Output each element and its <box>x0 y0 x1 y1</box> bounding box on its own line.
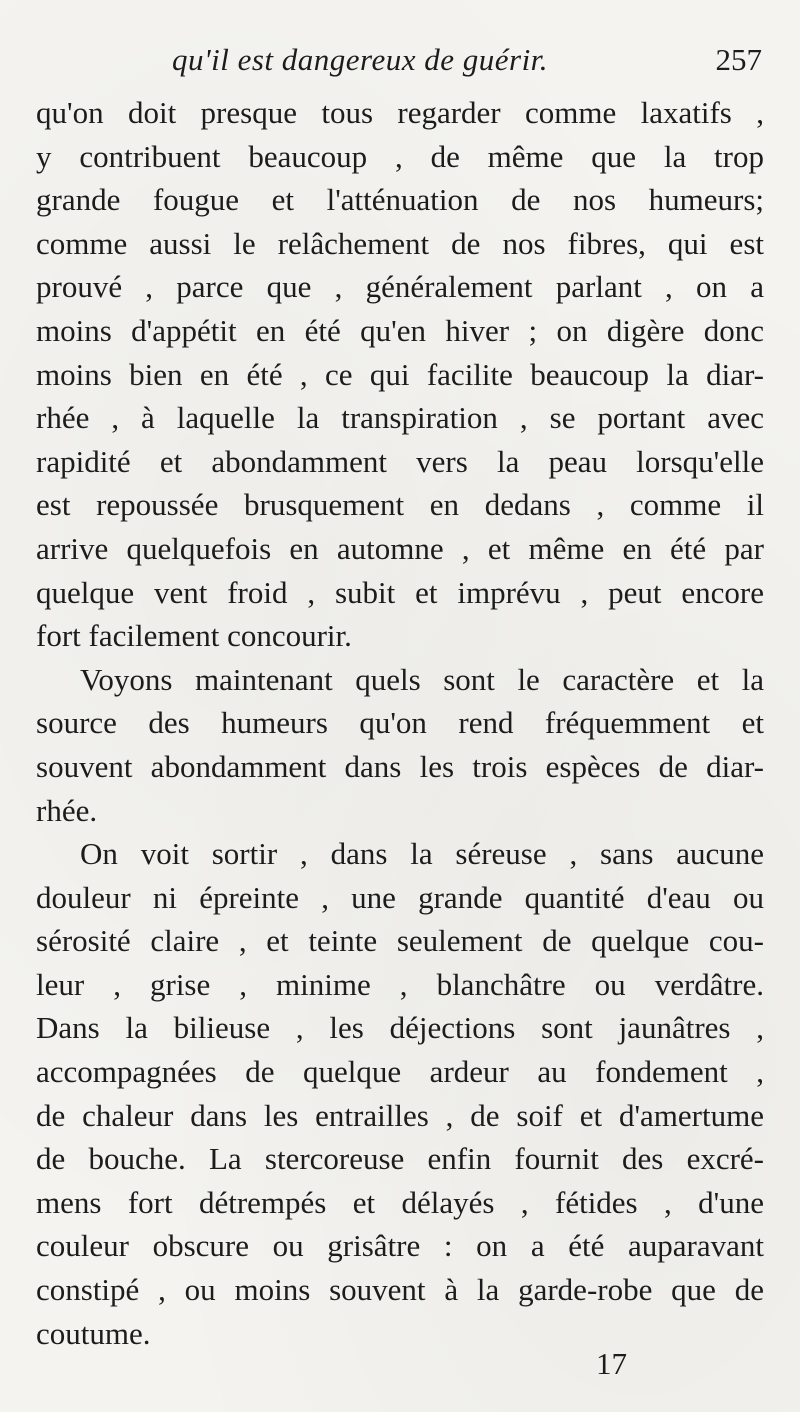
paragraph-start-line: Voyons maintenant quels sont le caractère et la <box>80 661 764 697</box>
text-line: couleur obscure ou grisâtre : on a été auparavant <box>36 1228 764 1264</box>
text-line: souvent abondamment dans les trois espèces de diar- <box>36 748 764 784</box>
text-line: est repoussée brusquement en dedans , comme il <box>36 487 764 523</box>
text-line: de chaleur dans les entrailles , de soif et d'amertume <box>36 1097 764 1133</box>
text-line: prouvé , parce que , généralement parlant , on a <box>36 269 764 305</box>
text-line: constipé , ou moins souvent à la garde-robe que de <box>36 1272 764 1308</box>
text-line: qu'on doit presque tous regarder comme laxatifs , <box>36 95 764 130</box>
text-line: rapidité et abondamment vers la peau lorsqu'elle <box>36 443 764 479</box>
text-line: fort facilement concourir. <box>36 618 352 654</box>
text-line: leur , grise , minime , blanchâtre ou verdâtre. <box>36 966 764 1002</box>
page-number: 257 <box>715 42 762 77</box>
text-line: moins bien en été , ce qui facilite beaucoup la diar- <box>36 356 764 392</box>
text-line: grande fougue et l'atténuation de nos humeurs; <box>36 182 764 218</box>
paragraph-start-line: On voit sortir , dans la séreuse , sans aucune <box>80 836 764 872</box>
text-line: rhée , à laquelle la transpiration , se portant avec <box>36 400 764 436</box>
running-head <box>0 42 800 82</box>
text-line: y contribuent beaucoup , de même que la trop <box>36 138 764 174</box>
text-line: accompagnées de quelque ardeur au fondement , <box>36 1054 764 1090</box>
text-line: de bouche. La stercoreuse enfin fournit des excré- <box>36 1141 764 1177</box>
text-line: sérosité claire , et teinte seulement de quelque cou- <box>36 923 764 959</box>
text-line: moins d'appétit en été qu'en hiver ; on digère donc <box>36 312 764 348</box>
text-line: comme aussi le relâchement de nos fibres, qui est <box>36 225 764 261</box>
body-text <box>36 91 764 1355</box>
signature-mark: 17 <box>596 1346 627 1381</box>
text-line: source des humeurs qu'on rend fréquemment et <box>36 705 764 741</box>
text-line: arrive quelquefois en automne , et même en été par <box>36 530 764 566</box>
text-line: quelque vent froid , subit et imprévu , peut encore <box>36 574 764 610</box>
running-title: qu'il est dangereux de guérir. <box>172 42 549 77</box>
text-line: Dans la bilieuse , les déjections sont jaunâtres , <box>36 1010 764 1046</box>
text-line: mens fort détrempés et délayés , fétides , d'une <box>36 1184 764 1220</box>
text-line: rhée. <box>36 792 98 828</box>
text-line: coutume. <box>36 1315 151 1351</box>
text-line: douleur ni épreinte , une grande quantité d'eau ou <box>36 879 764 915</box>
